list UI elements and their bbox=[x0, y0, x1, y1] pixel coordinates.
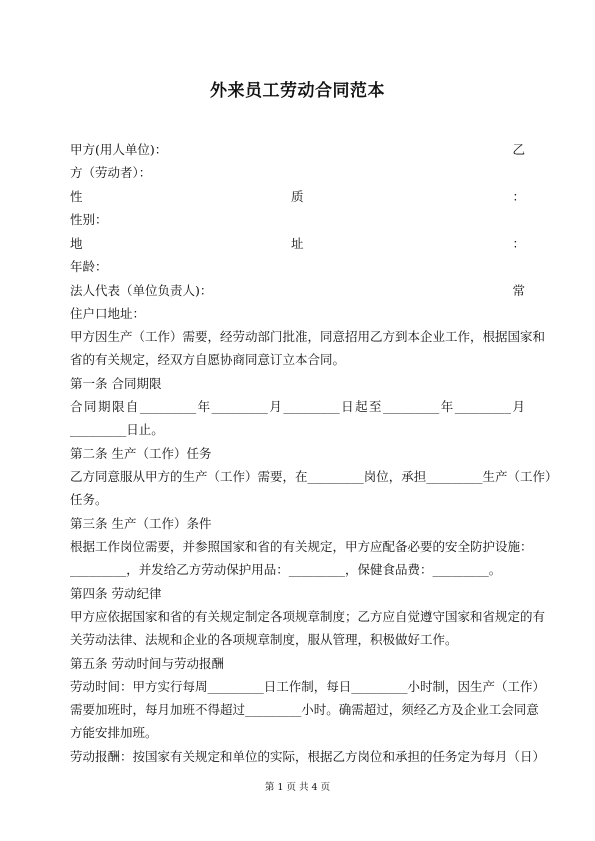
intro-paragraph-line-2: 省的有关规定，经双方自愿协商同意订立本合同。 bbox=[70, 352, 346, 367]
article-4-line-2: 关劳动法律、法规和企业的各项规章制度，服从管理，积极做好工作。 bbox=[70, 632, 458, 647]
article-1-heading: 第一条 合同期限 bbox=[70, 376, 162, 391]
article-1-line-1: 合同期限自_________年_________月_________日起至_________年_________月 bbox=[70, 399, 525, 414]
article-4-heading: 第四条 劳动纪律 bbox=[70, 586, 162, 601]
address-label-2: 址 bbox=[291, 236, 304, 251]
article-5-line-2: 需要加班时，每月加班不得超过_________小时。确需超过，须经乙方及企业工会同意 bbox=[70, 702, 539, 717]
age-line: 年龄： bbox=[70, 259, 108, 274]
intro-paragraph-line-1: 甲方因生产（工作）需要，经劳动部门批准，同意招用乙方到本企业工作，根据国家和 bbox=[70, 329, 546, 344]
article-1-line-2: _________日止。 bbox=[70, 422, 164, 437]
legal-rep-line bbox=[70, 283, 525, 299]
gender-line: 性别： bbox=[70, 212, 108, 227]
article-4-line-1: 甲方应依据国家和省的有关规定制定各项规章制度；乙方应自觉遵守国家和省规定的有 bbox=[70, 609, 546, 624]
address-label-1: 地 bbox=[70, 236, 83, 251]
nature-colon: ： bbox=[512, 189, 525, 204]
article-5-line-4: 劳动报酬：按国家有关规定和单位的实际，根据乙方岗位和承担的任务定为每月（日） bbox=[70, 749, 546, 764]
article-2-line-1: 乙方同意服从甲方的生产（工作）需要，在_________岗位，承担_________生产（工作） bbox=[70, 469, 558, 484]
party-a-line bbox=[70, 142, 525, 158]
legal-rep-label: 法人代表（单位负责人)： bbox=[70, 283, 213, 298]
address-colon: ： bbox=[512, 236, 525, 251]
party-a-label: 甲方(用人单位)： bbox=[70, 142, 168, 157]
nature-label-1: 性 bbox=[70, 189, 83, 204]
document-title: 外来员工劳动合同范本 bbox=[210, 81, 385, 101]
page-footer: 第 1 页 共 4 页 bbox=[264, 782, 331, 793]
party-b-label-start: 乙 bbox=[512, 142, 525, 157]
nature-line bbox=[70, 189, 525, 205]
article-3-heading: 第三条 生产（工作）条件 bbox=[70, 516, 212, 531]
article-3-line-2: _________，并发给乙方劳动保护用品：_________，保健食品费：_________。 bbox=[70, 562, 502, 577]
residence-label-start: 常 bbox=[512, 283, 525, 298]
article-3-line-1: 根据工作岗位需要，并参照国家和省的有关规定，甲方应配备必要的安全防护设施： bbox=[70, 539, 533, 554]
nature-label-2: 质 bbox=[291, 189, 304, 204]
article-5-heading: 第五条 劳动时间与劳动报酬 bbox=[70, 656, 224, 671]
article-5-line-1: 劳动时间：甲方实行每周_________日工作制，每日_________小时制，因生产（工作） bbox=[70, 679, 546, 694]
article-5-line-3: 方能安排加班。 bbox=[70, 725, 158, 740]
article-2-line-2: 任务。 bbox=[70, 492, 108, 507]
address-line bbox=[70, 236, 525, 252]
article-2-heading: 第二条 生产（工作）任务 bbox=[70, 446, 212, 461]
party-b-line: 方（劳动者）： bbox=[70, 165, 152, 180]
residence-line: 住户口地址： bbox=[70, 306, 146, 321]
